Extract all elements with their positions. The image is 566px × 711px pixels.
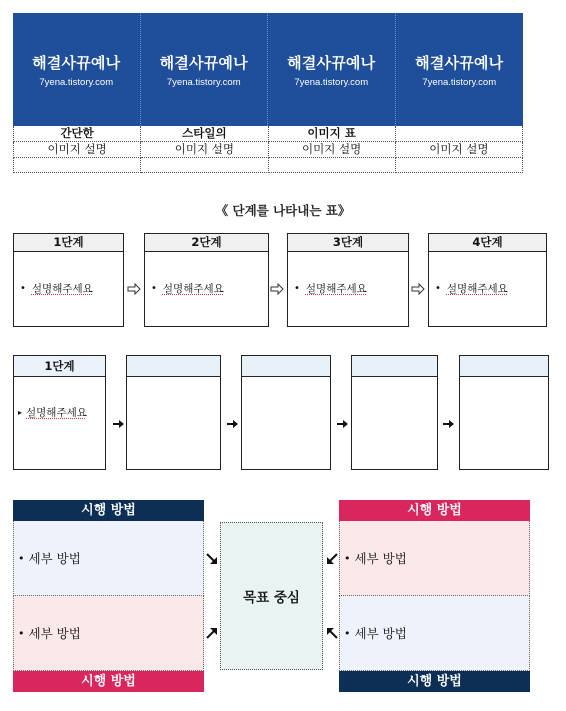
- caption-cell: 스타일의: [141, 126, 268, 142]
- image-title: 해결사뀨예나: [415, 54, 504, 72]
- method-header: 시행 방법: [339, 671, 530, 692]
- method-header: 시행 방법: [13, 500, 204, 521]
- arrow-up-left-icon: [325, 626, 339, 640]
- hollow-arrow-right-icon: [411, 283, 425, 295]
- step-box: [13, 355, 106, 470]
- step-title: [460, 356, 548, 377]
- step-box: [459, 355, 549, 470]
- step-text: 설명해주세요: [26, 407, 87, 419]
- caption-row: [13, 126, 523, 142]
- step-box: [428, 233, 547, 327]
- hollow-arrow-right-icon: [270, 283, 284, 295]
- bullet-icon: •: [294, 283, 300, 294]
- step-body: [14, 377, 105, 420]
- image-title: 해결사뀨예나: [32, 54, 121, 72]
- caption-cell: 간단한: [14, 126, 141, 142]
- image-table: [13, 13, 523, 173]
- method-detail-text: 세부 방법: [28, 551, 81, 566]
- method-column-left: [13, 500, 204, 692]
- image-cell: [13, 13, 141, 126]
- goal-center-box: 목표 중심: [220, 522, 323, 670]
- image-cell: [396, 13, 524, 126]
- step-box: [126, 355, 221, 470]
- method-column-right: [339, 500, 530, 692]
- caption-row: [13, 158, 523, 173]
- method-header: 시행 방법: [339, 500, 530, 521]
- bullet-icon: •: [344, 551, 351, 565]
- method-detail-text: 세부 방법: [28, 626, 81, 641]
- method-header: 시행 방법: [13, 671, 204, 692]
- step-box: [13, 233, 124, 327]
- step-title: 3단계: [288, 234, 408, 252]
- step-text: 설명해주세요: [31, 283, 93, 295]
- image-subtitle: 7yena.tistory.com: [422, 76, 497, 88]
- caption-cell: 이미지 설명: [14, 142, 141, 158]
- image-cell: [141, 13, 269, 126]
- caption-cell: [141, 158, 268, 173]
- caption-cell: [14, 158, 141, 173]
- caption-cell: [269, 158, 396, 173]
- arrow-down-right-icon: [205, 552, 219, 566]
- arrow-up-right-icon: [205, 626, 219, 640]
- step-body: [429, 252, 546, 296]
- arrow-right-icon: [113, 419, 125, 429]
- image-subtitle: 7yena.tistory.com: [39, 76, 114, 88]
- image-title: 해결사뀨예나: [159, 54, 248, 72]
- step-text: 설명해주세요: [446, 283, 508, 295]
- arrow-right-icon: [337, 419, 349, 429]
- arrow-right-icon: [227, 419, 239, 429]
- method-detail-text: 세부 방법: [354, 551, 407, 566]
- caption-cell: 이미지 설명: [269, 142, 396, 158]
- bullet-icon: •: [18, 626, 25, 640]
- step-body: [14, 252, 123, 296]
- caption-cell: 이미지 설명: [396, 142, 523, 158]
- bullet-icon: •: [18, 551, 25, 565]
- bullet-icon: •: [435, 283, 441, 294]
- image-subtitle: 7yena.tistory.com: [294, 76, 369, 88]
- step-box: [241, 355, 331, 470]
- triangle-bullet-icon: ▸: [18, 408, 23, 417]
- step-title: [127, 356, 220, 377]
- image-title: 해결사뀨예나: [287, 54, 376, 72]
- step-title: 2단계: [145, 234, 268, 252]
- caption-cell: 이미지 설명: [141, 142, 268, 158]
- bullet-icon: •: [151, 283, 157, 294]
- method-detail: [13, 596, 204, 671]
- caption-cell: [396, 126, 523, 142]
- method-detail: [339, 521, 530, 596]
- step-title: [352, 356, 437, 377]
- image-cell: [268, 13, 396, 126]
- step-title: 1단계: [14, 356, 105, 377]
- caption-row: [13, 142, 523, 158]
- caption-cell: 이미지 표: [269, 126, 396, 142]
- image-row: [13, 13, 523, 126]
- step-body: [288, 252, 408, 296]
- step-title: 4단계: [429, 234, 546, 252]
- method-detail: [13, 521, 204, 596]
- arrow-right-icon: [443, 419, 455, 429]
- step-table-heading: 《 단계를 나타내는 표》: [215, 203, 351, 218]
- step-box: [351, 355, 438, 470]
- hollow-arrow-right-icon: [127, 283, 141, 295]
- image-subtitle: 7yena.tistory.com: [166, 76, 241, 88]
- step-text: 설명해주세요: [162, 283, 224, 295]
- method-detail-text: 세부 방법: [354, 626, 407, 641]
- arrow-down-left-icon: [325, 552, 339, 566]
- bullet-icon: •: [344, 626, 351, 640]
- step-title: [242, 356, 330, 377]
- step-box: [144, 233, 269, 327]
- bullet-icon: •: [20, 283, 26, 294]
- method-detail: [339, 596, 530, 671]
- caption-cell: [396, 158, 523, 173]
- step-box: [287, 233, 409, 327]
- step-body: [145, 252, 268, 296]
- step-text: 설명해주세요: [305, 283, 367, 295]
- step-title: 1단계: [14, 234, 123, 252]
